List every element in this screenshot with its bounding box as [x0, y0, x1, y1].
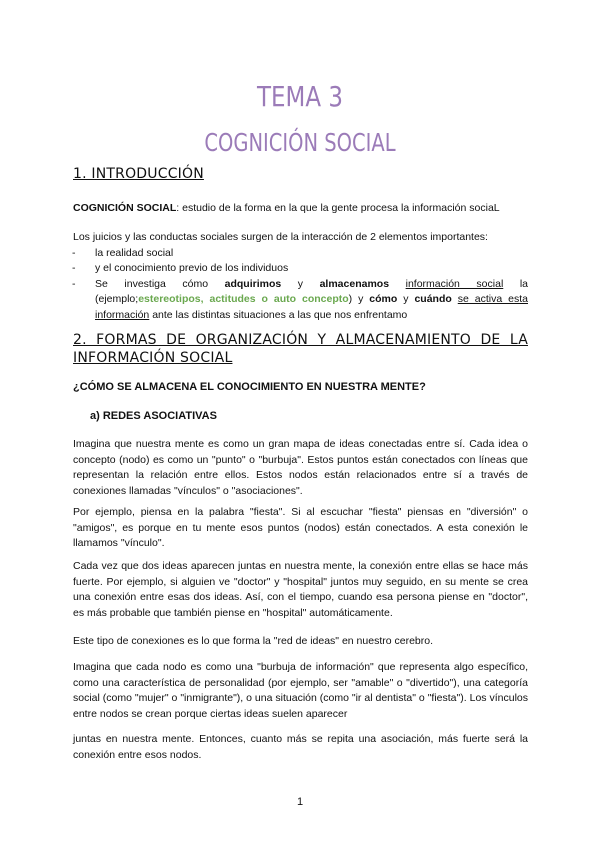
list-text: [389, 278, 406, 290]
intro-list: [73, 246, 528, 324]
list-text: ante las distintas situaciones a las que nos enfrentamo: [149, 308, 408, 321]
paragraph-4: Este tipo de conexiones es lo que forma la "red de ideas" en nuestro cerebro.: [73, 635, 434, 647]
intro-paragraph: [73, 230, 528, 323]
intro-text: Los juicios y las conductas sociales surgen de la interacción de 2 elementos importantes:: [73, 231, 488, 243]
definition-text: : estudio de la forma en la que la gente procesa la información sociaL: [176, 202, 500, 214]
definition-paragraph: [73, 201, 528, 217]
list-text: y: [281, 277, 320, 290]
subsection-heading: a) REDES ASOCIATIVAS: [90, 410, 217, 422]
paragraph-1: Imagina que nuestra mente es como un gran mapa de ideas conectadas entre sí. Cada idea o concepto (nodo) es como un "punto" o "burbuja". Estos puntos están conectados con líneas que representan la relación entre ellos. Estos nodos están relacionados entre sí a través de conexiones llamadas "vínculos" o "asociaciones".: [73, 438, 528, 497]
highlight-examples: estereotipos, actitudes o auto concepto: [138, 293, 349, 305]
underlined-term: información social: [405, 277, 504, 290]
page-subtitle: COGNICIÓN SOCIAL: [204, 128, 396, 157]
list-text: la (ejemplo;: [95, 277, 529, 305]
list-text: y: [397, 293, 415, 305]
section-1-heading: 1. INTRODUCCIÓN: [73, 166, 204, 182]
paragraph-2: Por ejemplo, piensa en la palabra "fiesta". Si al escuchar "fiesta" piensas en "diversión" o "amigos", es porque en tu mente esos puntos (nodos) están conectados. A esta conexión le llamamos "vínculo".: [73, 506, 528, 549]
list-item: - la realidad social: [73, 246, 528, 262]
bold-term: cómo: [369, 293, 398, 305]
section-question: ¿CÓMO SE ALMACENA EL CONOCIMIENTO EN NUESTRA MENTE?: [73, 381, 426, 393]
list-item: [73, 277, 528, 324]
list-text: Se investiga cómo: [95, 277, 225, 290]
list-text: ) y: [348, 293, 370, 305]
paragraph-6: juntas en nuestra mente. Entonces, cuanto más se repita una asociación, más fuerte será la conexión entre esos nodos.: [73, 733, 528, 761]
page-title: TEMA 3: [257, 80, 343, 113]
underlined-term: se activa esta información: [95, 293, 528, 321]
bold-term: almacenamos: [319, 277, 390, 290]
definition-term: COGNICIÓN SOCIAL: [73, 202, 177, 214]
bold-term: adquirimos: [224, 277, 282, 290]
paragraph-5: Imagina que cada nodo es como una "burbuja de información" que representa algo específico, como una característica de personalidad (por ejemplo, ser "amable" o "divertido"), una categoría social (como "mujer" o "inmigrante"), o una situación (como "ir al dentista" o "fiesta"). Los vínculos entre nodos se crean porque ciertas ideas suelen aparecer: [73, 661, 528, 720]
page-number: 1: [296, 796, 304, 808]
section-2-heading: 2. FORMAS DE ORGANIZACIÓN Y ALMACENAMIENTO DE LA INFORMACIÓN SOCIAL: [73, 332, 528, 366]
list-item: - y el conocimiento previo de los individuos: [73, 261, 528, 277]
bold-term: cuándo: [414, 293, 452, 305]
paragraph-3: Cada vez que dos ideas aparecen juntas en nuestra mente, la conexión entre ellas se hace más fuerte. Por ejemplo, si alguien ve "doctor" y "hospital" juntos muy seguido, en su mente se crea una conexión entre esas dos ideas. Así, con el tiempo, cuando esa persona piense en "doctor", es más probable que también piense en "hospital" automáticamente.: [73, 560, 528, 619]
